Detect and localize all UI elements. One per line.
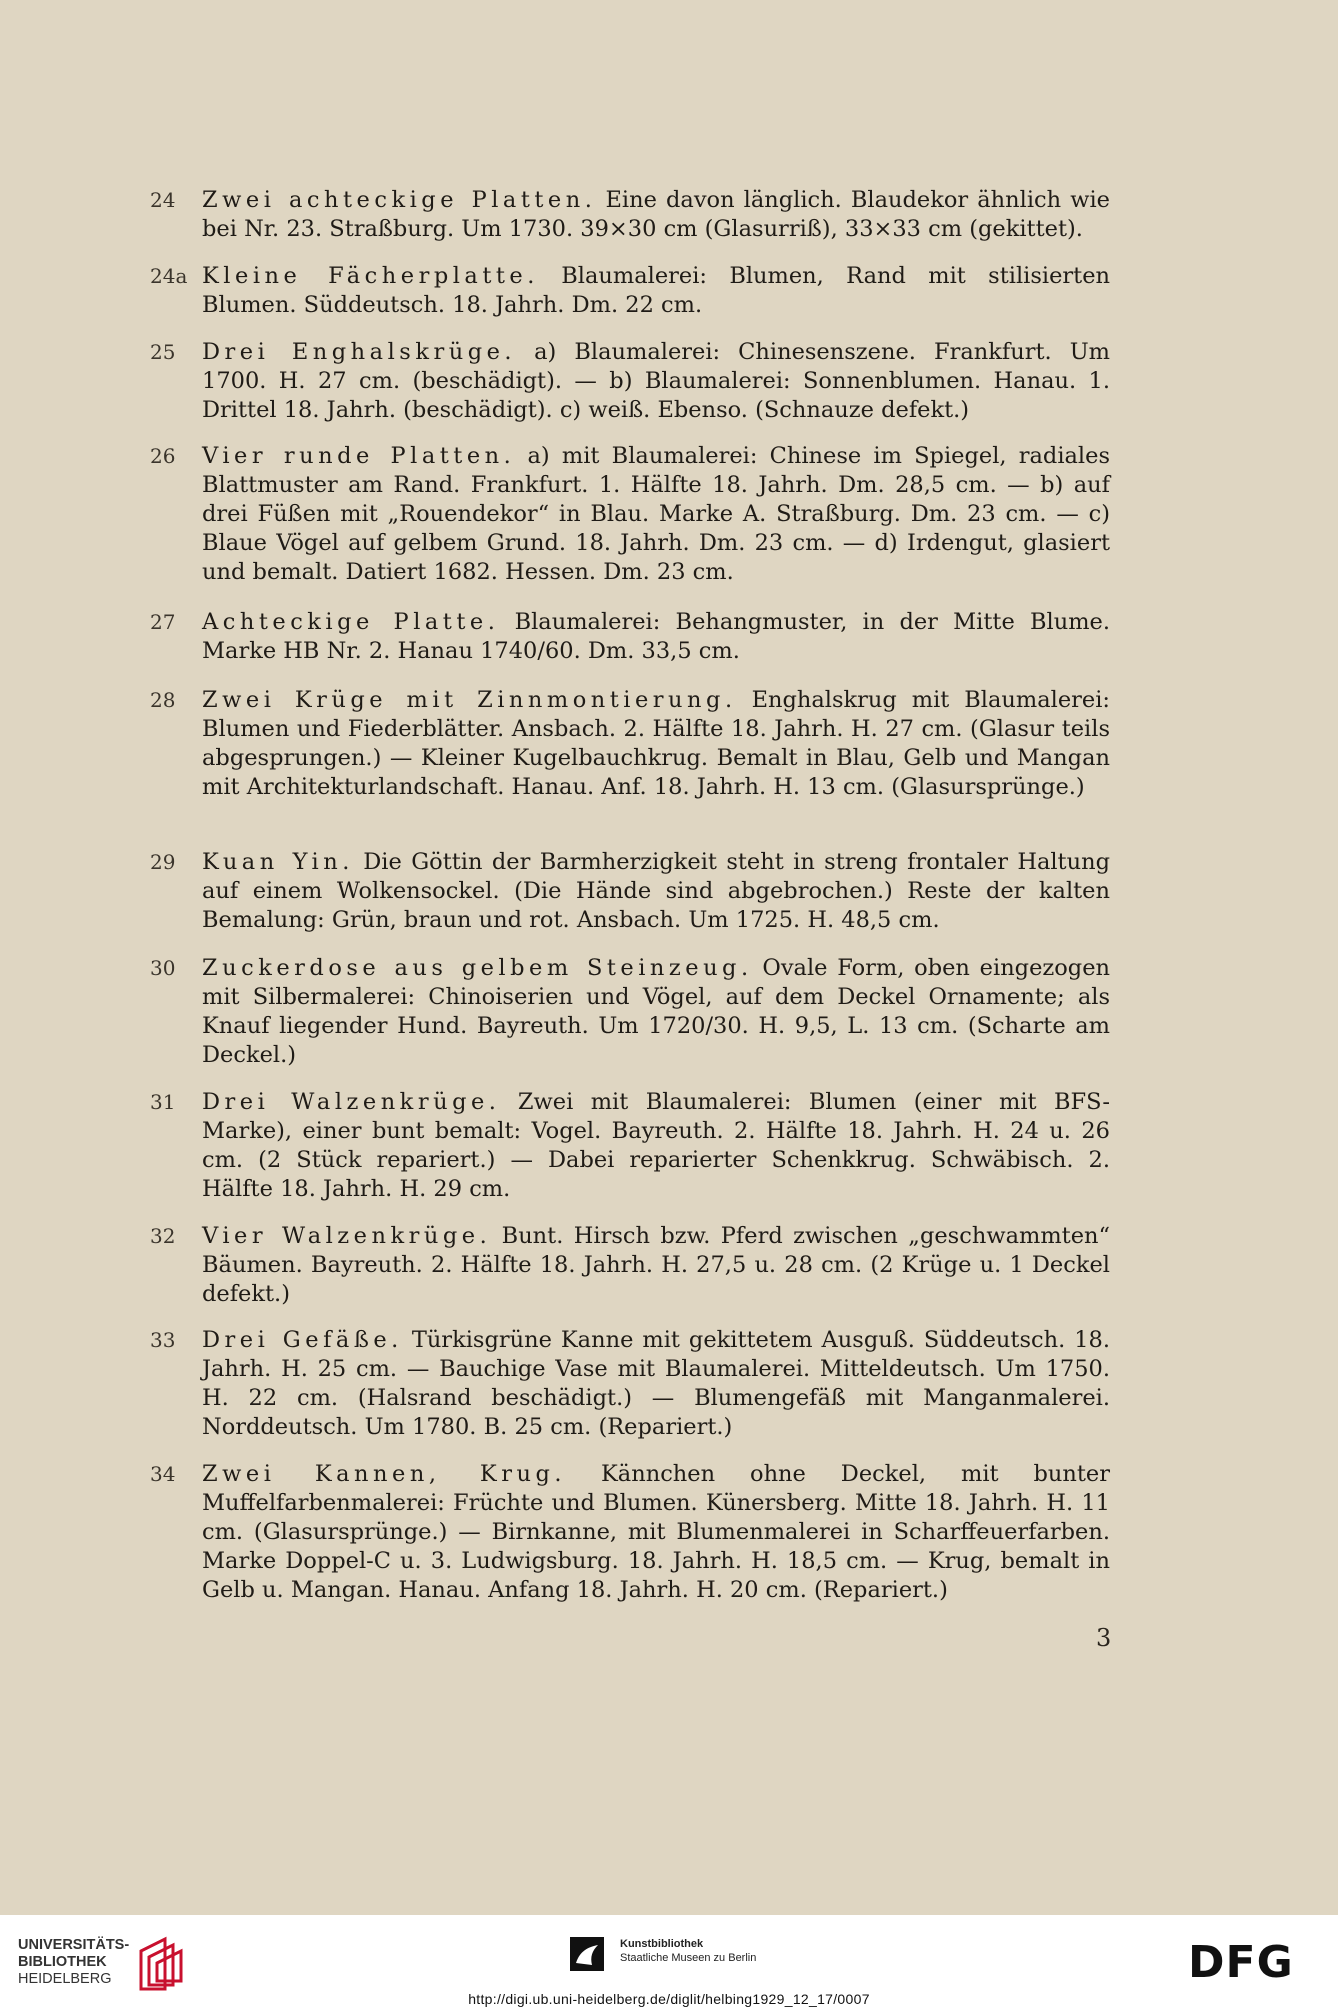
entry-heading: Zuckerdose aus gelbem Steinzeug. xyxy=(202,955,753,981)
ub-heidelberg-name[interactable] xyxy=(18,1937,138,1988)
ub-line-1: UNIVERSITÄTS- xyxy=(18,1937,130,1953)
entry-body: Bunt. Hirsch bzw. Pferd zwischen „geschwammten“ Bäumen. Bayreuth. 2. Hälfte 18. Jahrh. H. 27,5 u. 28 cm. (2 Krüge u. 1 Deckel defekt.) xyxy=(202,1223,1111,1307)
entry-number: 31 xyxy=(150,1090,176,1114)
entry-number: 24a xyxy=(150,264,188,288)
entry-heading: Achteckige Platte. xyxy=(202,609,500,635)
entry-text xyxy=(202,186,1110,244)
entry-heading: Drei Gefäße. xyxy=(202,1327,403,1353)
entry-number: 25 xyxy=(150,340,176,364)
entry-heading: Drei Enghalskrüge. xyxy=(202,339,517,365)
entry-body: Blaumalerei: Behangmuster, in der Mitte Blume. Marke HB Nr. 2. Hanau 1740/60. Dm. 33,5 cm. xyxy=(202,609,1110,664)
kb-line-1: Kunstbibliothek xyxy=(620,1938,704,1950)
entry-number: 26 xyxy=(150,444,176,468)
entry-heading: Kleine Fächerplatte. xyxy=(202,263,539,289)
digitization-footer xyxy=(0,1915,1338,2012)
dfg-logo[interactable]: DFG xyxy=(1188,1937,1294,1988)
entry-text xyxy=(202,1088,1110,1204)
ub-heidelberg-logo-icon[interactable] xyxy=(135,1935,185,1993)
entry-body: Eine davon länglich. Blaudekor ähnlich wie bei Nr. 23. Straßburg. Um 1730. 39×30 cm (Glasurriß), 33×33 cm (gekittet). xyxy=(202,187,1110,242)
entry-text xyxy=(202,338,1110,425)
ub-line-2: BIBLIOTHEK xyxy=(18,1954,107,1970)
entry-number: 32 xyxy=(150,1224,176,1248)
entry-text xyxy=(202,442,1110,587)
entry-number: 28 xyxy=(150,688,176,712)
entry-body: a) Blaumalerei: Chinesenszene. Frankfurt. Um 1700. H. 27 cm. (beschädigt). — b) Blaumalerei: Sonnenblumen. Hanau. 1. Drittel 18. Jahrh. (beschädigt). c) weiß. Ebenso. (Schnauze defekt.) xyxy=(202,339,1110,423)
entry-text xyxy=(202,848,1110,935)
entry-body: Ovale Form, oben eingezogen mit Silbermalerei: Chinoiserien und Vögel, auf dem Deckel Ornamente; als Knauf liegender Hund. Bayreuth. Um 1720/30. H. 9,5, L. 13 cm. (Scharte am Deckel.) xyxy=(202,955,1111,1068)
entry-text xyxy=(202,1460,1110,1605)
entry-text xyxy=(202,262,1110,320)
entry-heading: Vier Walzenkrüge. xyxy=(202,1223,492,1249)
entry-heading: Zwei Kannen, Krug. xyxy=(202,1461,567,1487)
ub-line-3: HEIDELBERG xyxy=(18,1971,112,1987)
entry-body: Blaumalerei: Blumen, Rand mit stilisierten Blumen. Süddeutsch. 18. Jahrh. Dm. 22 cm. xyxy=(202,263,1111,318)
entry-number: 27 xyxy=(150,610,176,634)
entry-number: 24 xyxy=(150,188,176,212)
entry-number: 33 xyxy=(150,1328,176,1352)
entry-heading: Zwei achteckige Platten. xyxy=(202,187,597,213)
entry-text xyxy=(202,1222,1110,1309)
entry-number: 29 xyxy=(150,850,176,874)
entry-body: a) mit Blaumalerei: Chinese im Spiegel, radiales Blattmuster am Rand. Frankfurt. 1. Hälfte 18. Jahrh. Dm. 28,5 cm. — b) auf drei Füßen mit „Rouendekor“ in Blau. Marke A. Straßburg. Dm. 23 cm. — c) Blaue Vögel auf gelbem Grund. 18. Jahrh. Dm. 23 cm. — d) Irdengut, glasiert und bemalt. Datiert 1682. Hessen. Dm. 23 cm. xyxy=(202,443,1110,585)
permalink-url[interactable]: http://digi.ub.uni-heidelberg.de/diglit/helbing1929_12_17/0007 xyxy=(468,1991,870,2007)
entry-body: Kännchen ohne Deckel, mit bunter Muffelfarbenmalerei: Früchte und Blumen. Künersberg. Mitte 18. Jahrh. H. 11 cm. (Glasursprünge.) — Birnkanne, mit Blumenmalerei in Scharffeuerfarben. Marke Doppel-C u. 3. Ludwigsburg. 18. Jahrh. H. 18,5 cm. — Krug, bemalt in Gelb u. Mangan. Hanau. Anfang 18. Jahrh. H. 20 cm. (Repariert.) xyxy=(202,1461,1110,1603)
entry-number: 34 xyxy=(150,1462,176,1486)
entry-heading: Drei Walzenkrüge. xyxy=(202,1089,501,1115)
entry-heading: Kuan Yin. xyxy=(202,849,354,875)
entry-text xyxy=(202,686,1110,802)
entry-heading: Vier runde Platten. xyxy=(202,443,516,469)
entry-number: 30 xyxy=(150,956,176,980)
entry-body: Die Göttin der Barmherzigkeit steht in streng frontaler Haltung auf einem Wolkensockel. (Die Hände sind abgebrochen.) Reste der kalten Bemalung: Grün, braun und rot. Ansbach. Um 1725. H. 48,5 cm. xyxy=(202,849,1110,933)
entry-body: Zwei mit Blaumalerei: Blumen (einer mit BFS-Marke), einer bunt bemalt: Vogel. Bayreuth. 2. Hälfte 18. Jahrh. H. 24 u. 26 cm. (2 Stück repariert.) — Dabei reparierter Schenkkrug. Schwäbisch. 2. Hälfte 18. Jahrh. H. 29 cm. xyxy=(202,1089,1110,1202)
entry-text xyxy=(202,608,1110,666)
entry-text xyxy=(202,954,1110,1070)
kb-line-2: Staatliche Museen zu Berlin xyxy=(620,1952,757,1964)
entry-text xyxy=(202,1326,1110,1442)
entry-heading: Zwei Krüge mit Zinnmontierung. xyxy=(202,687,737,713)
page-number: 3 xyxy=(1096,1624,1112,1652)
kunstbibliothek-logo-icon[interactable] xyxy=(570,1937,604,1971)
kunstbibliothek-name[interactable] xyxy=(620,1937,840,1965)
entry-body: Türkisgrüne Kanne mit gekittetem Ausguß. Süddeutsch. 18. Jahrh. H. 25 cm. — Bauchige Vase mit Blaumalerei. Mitteldeutsch. Um 1750. H. 22 cm. (Halsrand beschädigt.) — Blumengefäß mit Manganmalerei. Norddeutsch. Um 1780. B. 25 cm. (Repariert.) xyxy=(202,1327,1110,1440)
entry-body: Enghalskrug mit Blaumalerei: Blumen und Fiederblätter. Ansbach. 2. Hälfte 18. Jahrh. H. 27 cm. (Glasur teils abgesprungen.) — Kleiner Kugelbauchkrug. Bemalt in Blau, Gelb und Mangan mit Architekturlandschaft. Hanau. Anf. 18. Jahrh. H. 13 cm. (Glasursprünge.) xyxy=(202,687,1111,800)
